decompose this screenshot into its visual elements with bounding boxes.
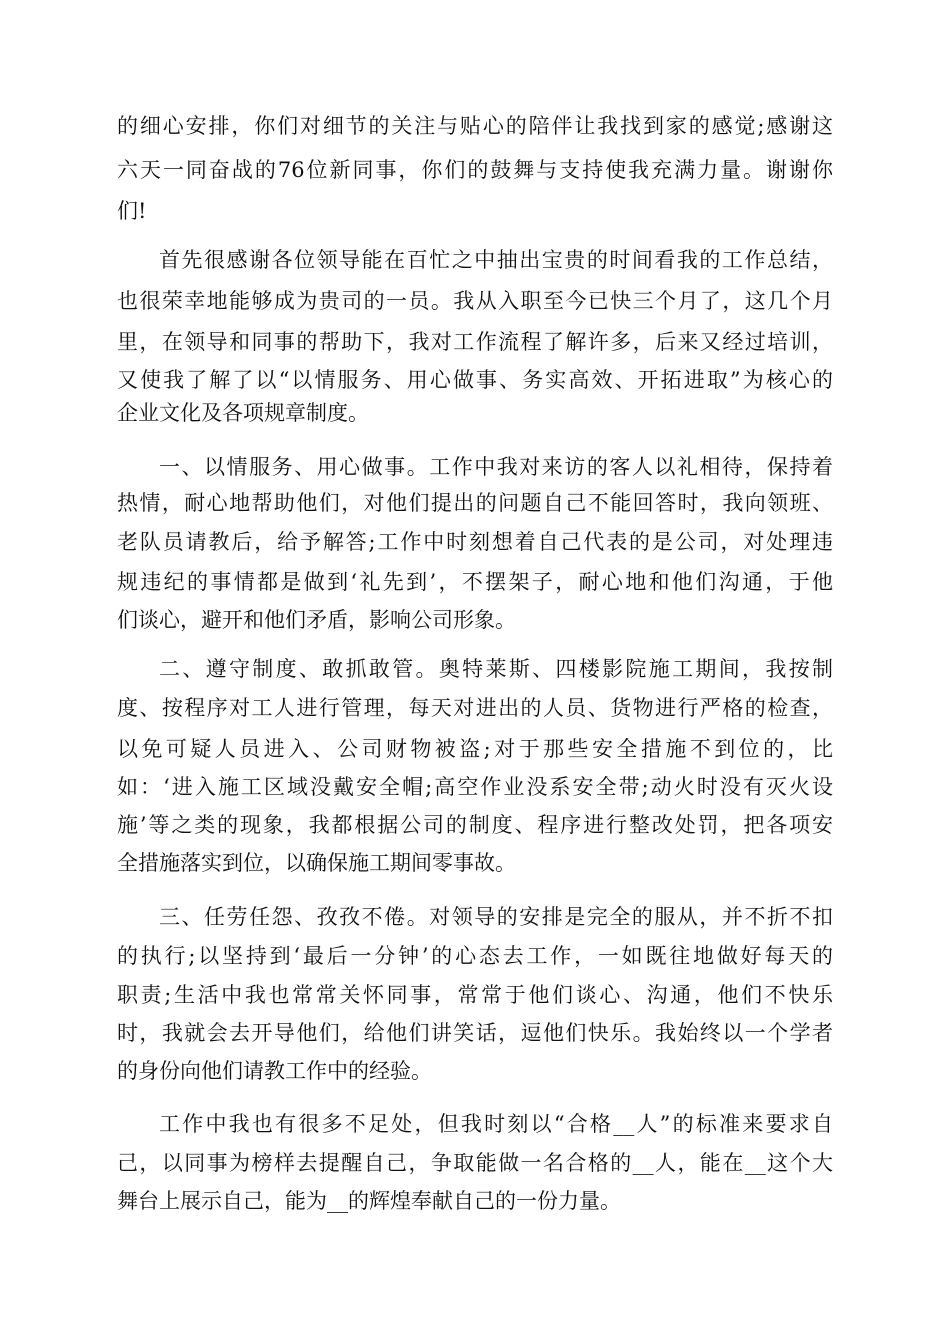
text-line: 工作中我也有很多不足处，但我时刻以“合格__人”的标准来要求自: [159, 1112, 833, 1136]
text-line: 的细心安排，你们对细节的关注与贴心的陪伴让我找到家的感觉;感谢这: [117, 114, 833, 138]
text-line: 时，我就会去开导他们，给他们讲笑话，逗他们快乐。我始终以一个学者: [117, 1021, 833, 1045]
text-line: 三、任劳任怨、孜孜不倦。对领导的安排是完全的服从，并不折不扣: [159, 905, 833, 929]
text-line: 一、以情服务、用心做事。工作中我对来访的客人以礼相待，保持着: [159, 455, 833, 479]
text-line: 施’等之类的现象，我都根据公司的制度、程序进行整改处罚，把各项安: [117, 813, 833, 837]
text-line: 老队员请教后，给予解答;工作中时刻想着自己代表的是公司，对处理违: [117, 530, 833, 554]
text-line: 们!: [117, 199, 147, 223]
text-line: 企业文化及各项规章制度。: [117, 401, 369, 425]
text-line: 二、遵守制度、敢抓敢管。奥特莱斯、四楼影院施工期间，我按制: [159, 657, 833, 681]
text-line: 六天一同奋战的76位新同事，你们的鼓舞与支持使我充满力量。谢谢你: [117, 158, 833, 182]
text-line: 以免可疑人员进入、公司财物被盗;对于那些安全措施不到位的，比: [117, 737, 833, 761]
text-line: 如：‘进入施工区域没戴安全帽;高空作业没系安全带;动火时没有灭火设: [117, 775, 833, 799]
text-line: 热情，耐心地帮助他们，对他们提出的问题自己不能回答时，我向领班、: [117, 491, 833, 515]
text-line: 们谈心，避开和他们矛盾，影响公司形象。: [117, 608, 516, 632]
text-line: 又使我了解了以“以情服务、用心做事、务实高效、开拓进取”为核心的: [117, 368, 833, 392]
text-line: 规违纪的事情都是做到‘礼先到’，不摆架子，耐心地和他们沟通，于他: [117, 570, 833, 594]
text-line: 里，在领导和同事的帮助下，我对工作流程了解许多，后来又经过培训，: [117, 330, 833, 354]
text-line: 己，以同事为榜样去提醒自己，争取能做一名合格的__人，能在__这个大: [117, 1151, 833, 1175]
text-line: 的执行;以坚持到‘最后一分钟’的心态去工作，一如既往地做好每天的: [117, 944, 833, 968]
text-line: 舞台上展示自己，能为__的辉煌奉献自己的一份力量。: [117, 1189, 621, 1213]
text-line: 的身份向他们请教工作中的经验。: [117, 1059, 432, 1083]
text-line: 职责;生活中我也常常关怀同事，常常于他们谈心、沟通，他们不快乐: [117, 983, 833, 1007]
text-line: 全措施落实到位，以确保施工期间零事故。: [117, 851, 516, 875]
text-line: 也很荣幸地能够成为贵司的一员。我从入职至今已快三个月了，这几个月: [117, 289, 833, 313]
text-line: 度、按程序对工人进行管理，每天对进出的人员、货物进行严格的检查，: [117, 696, 833, 720]
text-line: 首先很感谢各位领导能在百忙之中抽出宝贵的时间看我的工作总结，: [159, 248, 833, 272]
